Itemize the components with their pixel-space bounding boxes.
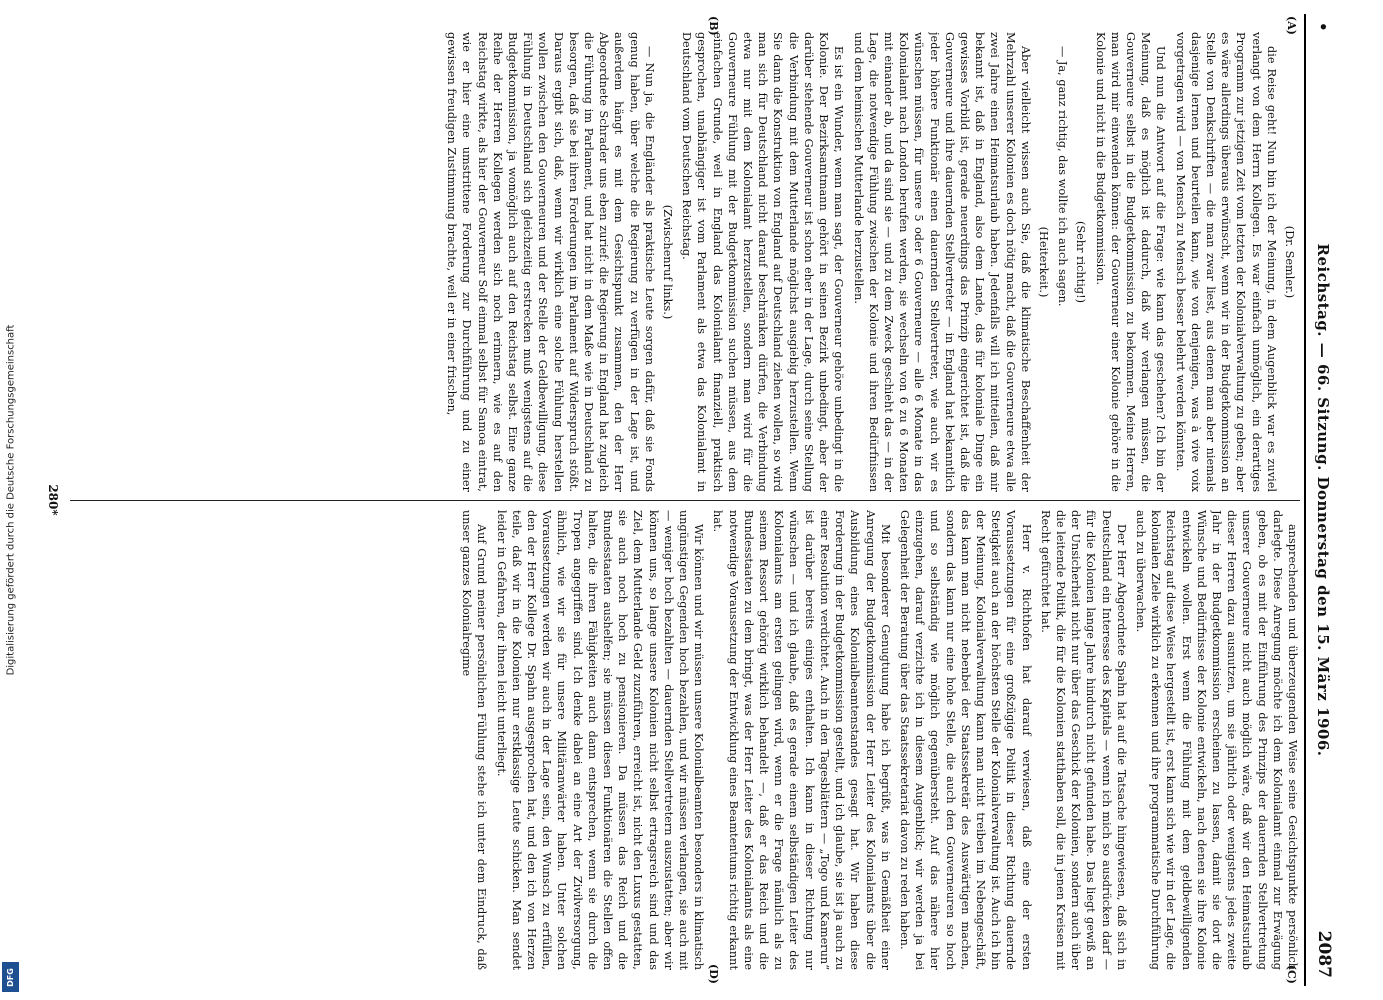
page-number: 2087: [1314, 930, 1334, 978]
dfg-logo: [2, 962, 19, 992]
paragraph: Es ist ein Wunder, wenn man sagt, der Gouverneur gehöre unbedingt in die Kolonie. Der Bezirksamtmann gehört in seinen Bezirk unbedingt, aber der darüber stehende Gouverneur ist schon eher in der Lage, durch seine Stellung die Verbindung mit dem Mutterlande möglichst ausgiebig herzustellen. Wenn Sie dann die Konstruktion von England auf Deutschland ziehen wollen, so wird man sich für Deutschland nicht darauf beschränken dürfen, die Verbindung etwa nur mit dem Kolonialamt herzustellen, sondern man wird für die Gouverneure Fühlung mit der Budgetkommission suchen müssen, aus dem einfachen Grunde, weil in England das Kolonialamt finanziell, praktisch gesprochen, unabhängiger ist vom Parlament als etwa das Kolonialamt in Deutschland vom Deutschen Reichstag.: [680, 32, 846, 492]
digitization-credit: Digitalisierung gefördert durch die Deutsche Forschungsgemeinschaft: [5, 324, 17, 676]
margin-marker-a: (A): [1285, 16, 1298, 35]
scanned-page: [40, 14, 1340, 986]
paragraph: Herr v. Richthofen hat darauf verwiesen, daß eine der ersten Voraussetzungen für eine großzügige Politik in dieser Richtung dauernde Stetigkeit auch an der höchsten Stelle der Kolonialverwaltung ist. Auch ich bin der Meinung, Kolonialverwaltung kann man nicht treiben im Nebengeschäft, das kann man nicht nebenbei der Staatssekretär des Auswärtigen machen, sondern das kann nur eine hohe Stelle, die auch den Gouverneuren so hoch und so selbständig wie möglich gegenübersteht. Auf das nähere hier einzugehen, darauf verzichte ich in diesem Augenblick; wir werden ja bei Gelegenheit der Beratung über das Staatssekretariat davon zu reden haben.: [897, 510, 1033, 970]
paragraph: Und nun die Antwort auf die Frage: wie kann das geschehen? Ich bin der Meinung, daß es möglich ist dadurch, daß wir verlangen müssen, die Gouverneure selbst in die Budgetkommission zu bekommen. Meine Herren, man wird mir einwenden können: der Gouverneur einer Kolonie gehöre in die Kolonie und nicht in die Budgetkommission.: [1093, 32, 1168, 492]
credit-sidebar: [0, 0, 22, 1000]
header-bullet: •: [1314, 22, 1332, 32]
interjection: (Zwischenruf links.): [661, 204, 675, 320]
interjection: (Sehr richtig!): [1074, 220, 1088, 304]
left-column: [70, 32, 1300, 492]
paragraph: die Reise geht! Nun bin ich der Meinung, in dem Augenblick war es zuviel verlangt von dem Herrn Kollegen. Es war einfach unmöglich, ein derartiges Programm zur jetzigen Zeit vom letzten der Kolonialverwaltung zu geben; aber es wäre allerdings überaus erwünscht, wenn wir in der Budgetkommission an Stelle von Denkschriften — die man zwar liest, aus denen man aber niemals dasjenige lernen und beurteilen kann, wie von denjenigen, was à vive voix vorgetragen wird — von Mensch zu Mensch besser belehrt werden könnten.: [1173, 32, 1278, 492]
paragraph: Der Herr Abgeordnete Spahn hat auf die Tatsache hingewiesen, daß sich in Deutschland ein Interesse des Kapitals — wenn ich mich so ausdrücken darf — für die Kolonien lange Jahre hindurch nicht gefunden habe. Das liegt gewiß an der Unsicherheit nicht nur über das Geschick der Kolonien, sondern auch über die leitende Politik, die für die Kolonien statthaben soll, die in jenen Kreisen mit Recht gefürchtet hat.: [1038, 510, 1128, 970]
column-divider: [70, 500, 1300, 501]
paragraph: — Ja, ganz richtig, das wollte ich auch sagen.: [1056, 46, 1070, 307]
paragraph: Auf Grund meiner persönlichen Fühlung stehe ich unter dem Eindruck, daß unser ganzes Kolonialregime: [460, 510, 489, 970]
paragraph: Wir können und wir müssen unsere Kolonialbeamten besonders in klimatisch ungünstigen Gegenden hoch bezahlen, und wir müssen verlangen, sie auch mit — weniger hoch bezahlten — dauernden Stellvertretern auszustatten; aber wir können uns, so lange unsere Kolonien nicht selbst ertragsreich sind und das Ziel, dem Mutterlande Geld zuzuführen, erreicht ist, nicht den Luxus gestatten, sie auch noch hoch zu pensionieren. Da müssen das Reich und die Bundesstaaten aushelfen; sie müssen diesen Funktionären die Stellen offen halten, die ihren Fähigkeiten auch dann entsprechen, wenn sie durch die Tropen angegriffen sind. Ich denke dabei an eine Art der Zivilversorgung, ähnlich, wie wir sie für unsere Militäranwärter haben. Unter solchen Voraussetzungen werden wir auch in der Lage sein, den Wunsch zu erfüllen, den der Herr Kollege Dr. Spahn ausgesprochen hat, und den ich von Herzen teile, daß wir in die Kolonien nur erstklassige Leute schicken. Man sendet leider in Gefahren, der ihnen leicht unterliegt.: [494, 510, 706, 970]
sheet-signature: 280*: [46, 484, 60, 516]
page-header: [1304, 14, 1340, 986]
dfg-logo-text: DFG: [6, 967, 16, 987]
margin-marker-c: (C): [1285, 964, 1298, 984]
speaker-label: (Dr. Semler.): [1283, 225, 1296, 299]
header-title: Reichstag. — 66. Sitzung. Donnerstag den 15. März 1906.: [1314, 243, 1332, 757]
margin-marker-b: (B): [707, 16, 720, 36]
interjection: (Heiterkeit.): [1036, 226, 1050, 298]
paragraph: Mit besonderer Genugtuung habe ich begrüßt, was in Gemäßheit einer Anregung der Budgetkommission der Herr Leiter des Kolonialamts über die Ausbildung eines Kolonialbeamtenstandes gesagt hat. Wir haben diese Forderung in der Budgetkommission gestellt, und ich glaube, sie ist ja auch zu einer Resolution verdichtet. Auch in den Tagesblättern — „Togo und Kamerun“ ist darüber bereits einiges enthalten. Ich kann in dieser Richtung nur wünschen — und ich glaube, daß es gerade einem selbständigen Leiter des Kolonialamts am ersten gelingen wird, wenn er die Frage nämlich als zu seinem Ressort gehörig wirklich behandelt —, daß er das Reich und die Bundesstaaten zu dem bringt, was der Herr Leiter des Kolonialamts als eine notwendige Voraussetzung der Entwicklung eines Beamtentums richtig erkannt hat.: [711, 510, 892, 970]
paragraph: Aber vielleicht wissen auch Sie, daß die klimatische Beschaffenheit der Mehrzahl unserer Kolonien es doch nötig macht, daß die Gouverneure etwa alle zwei Jahre einen Heimatsurlaub haben. Jedenfalls will ich mitteilen, daß mir bekannt ist, daß in England, also dem Lande, das für koloniale Dinge ein gewisses Vorbild ist, gerade neuerdings das Prinzip eingerichtet ist, daß die Gouverneure und ihre dauernden Stellvertreter — in England hat bekanntlich jeder höhere Funktionär einen dauernden Stellvertreter, wie auch wir es wünschen müssen, für unsere 5 oder 6 Gouverneure — alle 6 Monate in das Kolonialamt nach London berufen werden, sie wechseln von 6 zu 6 Monaten mit einander ab, und da sind sie — und zu dem Zweck geschieht das — in der Lage, die notwendige Fühlung zwischen der Kolonie und ihren Bedürfnissen und dem heimischen Mutterlande herzustellen.: [851, 32, 1032, 492]
paragraph: ansprechenden und überzeugenden Weise seine Gesichtspunkte persönlich darlegte. Diese Anregung möchte ich dem Kolonialamt einmal zur Erwägung geben, ob es mit der Einführung des Prinzips der dauernden Stellvertretung unserer Gouverneure nicht auch möglich wäre, daß wir den Heimatsurlaub dieser Herren dazu ausnutzen, um sie jährlich oder wenigstens jedes zweite Jahr in der Budgetkommission erscheinen zu lassen, damit sie dort die Wünsche und Bedürfnisse der Kolonie entwickeln, nach denen sie ihre Kolonie entwickeln wollen. Erst wenn die Fühlung mit dem geldbewilligenden Reichstag auf diese Weise hergestellt ist, erst kann sich wie wir in der Lage, die kolonialen Ziele wirklich zu erkennen und ihre programmatische Durchführung auch zu überwachen.: [1133, 510, 1299, 970]
margin-marker-d: (D): [707, 964, 720, 984]
right-column: [70, 510, 1300, 970]
page-content: [40, 14, 1340, 986]
paragraph: — Nun ja, die Engländer als praktische Leute sorgen dafür, daß sie Fonds genug haben, über welche die Regierung zu verfügen in der Lage ist, und außerdem hängt es mit dem Gesichtspunkt zusammen, den der Herr Abgeordnete Schrader uns eben zurief: die Regierung in England hat zugleich die Führung im Parlament, und hat nicht in dem Maße wie in Deutschland zu besorgen, daß sie bei ihren Forderungen im Parlament auf Widerspruch stößt. Daraus ergibt sich, daß, wenn wir wirklich eine solche Fühlung herstellen wollen zwischen den Gouverneuren und der Stelle der Geldbewilligung, diese Fühlung in Deutschland sich gleichzeitig erstrecken muß wenigstens auf die Budgetkommission, ja womöglich auch auf den Reichstag selbst. Eine ganze Reihe der Herren Kollegen werden sich noch erinnern, wie es auf den Reichstag wirkte, als hier der Gouverneur Solf einmal selbst für Samoa eintrat, wie er hier eine umstrittene Forderung zur Durchführung und zu einer gewissen freudigen Zustimmung brachte, weil er in einer frischen,: [445, 32, 656, 492]
